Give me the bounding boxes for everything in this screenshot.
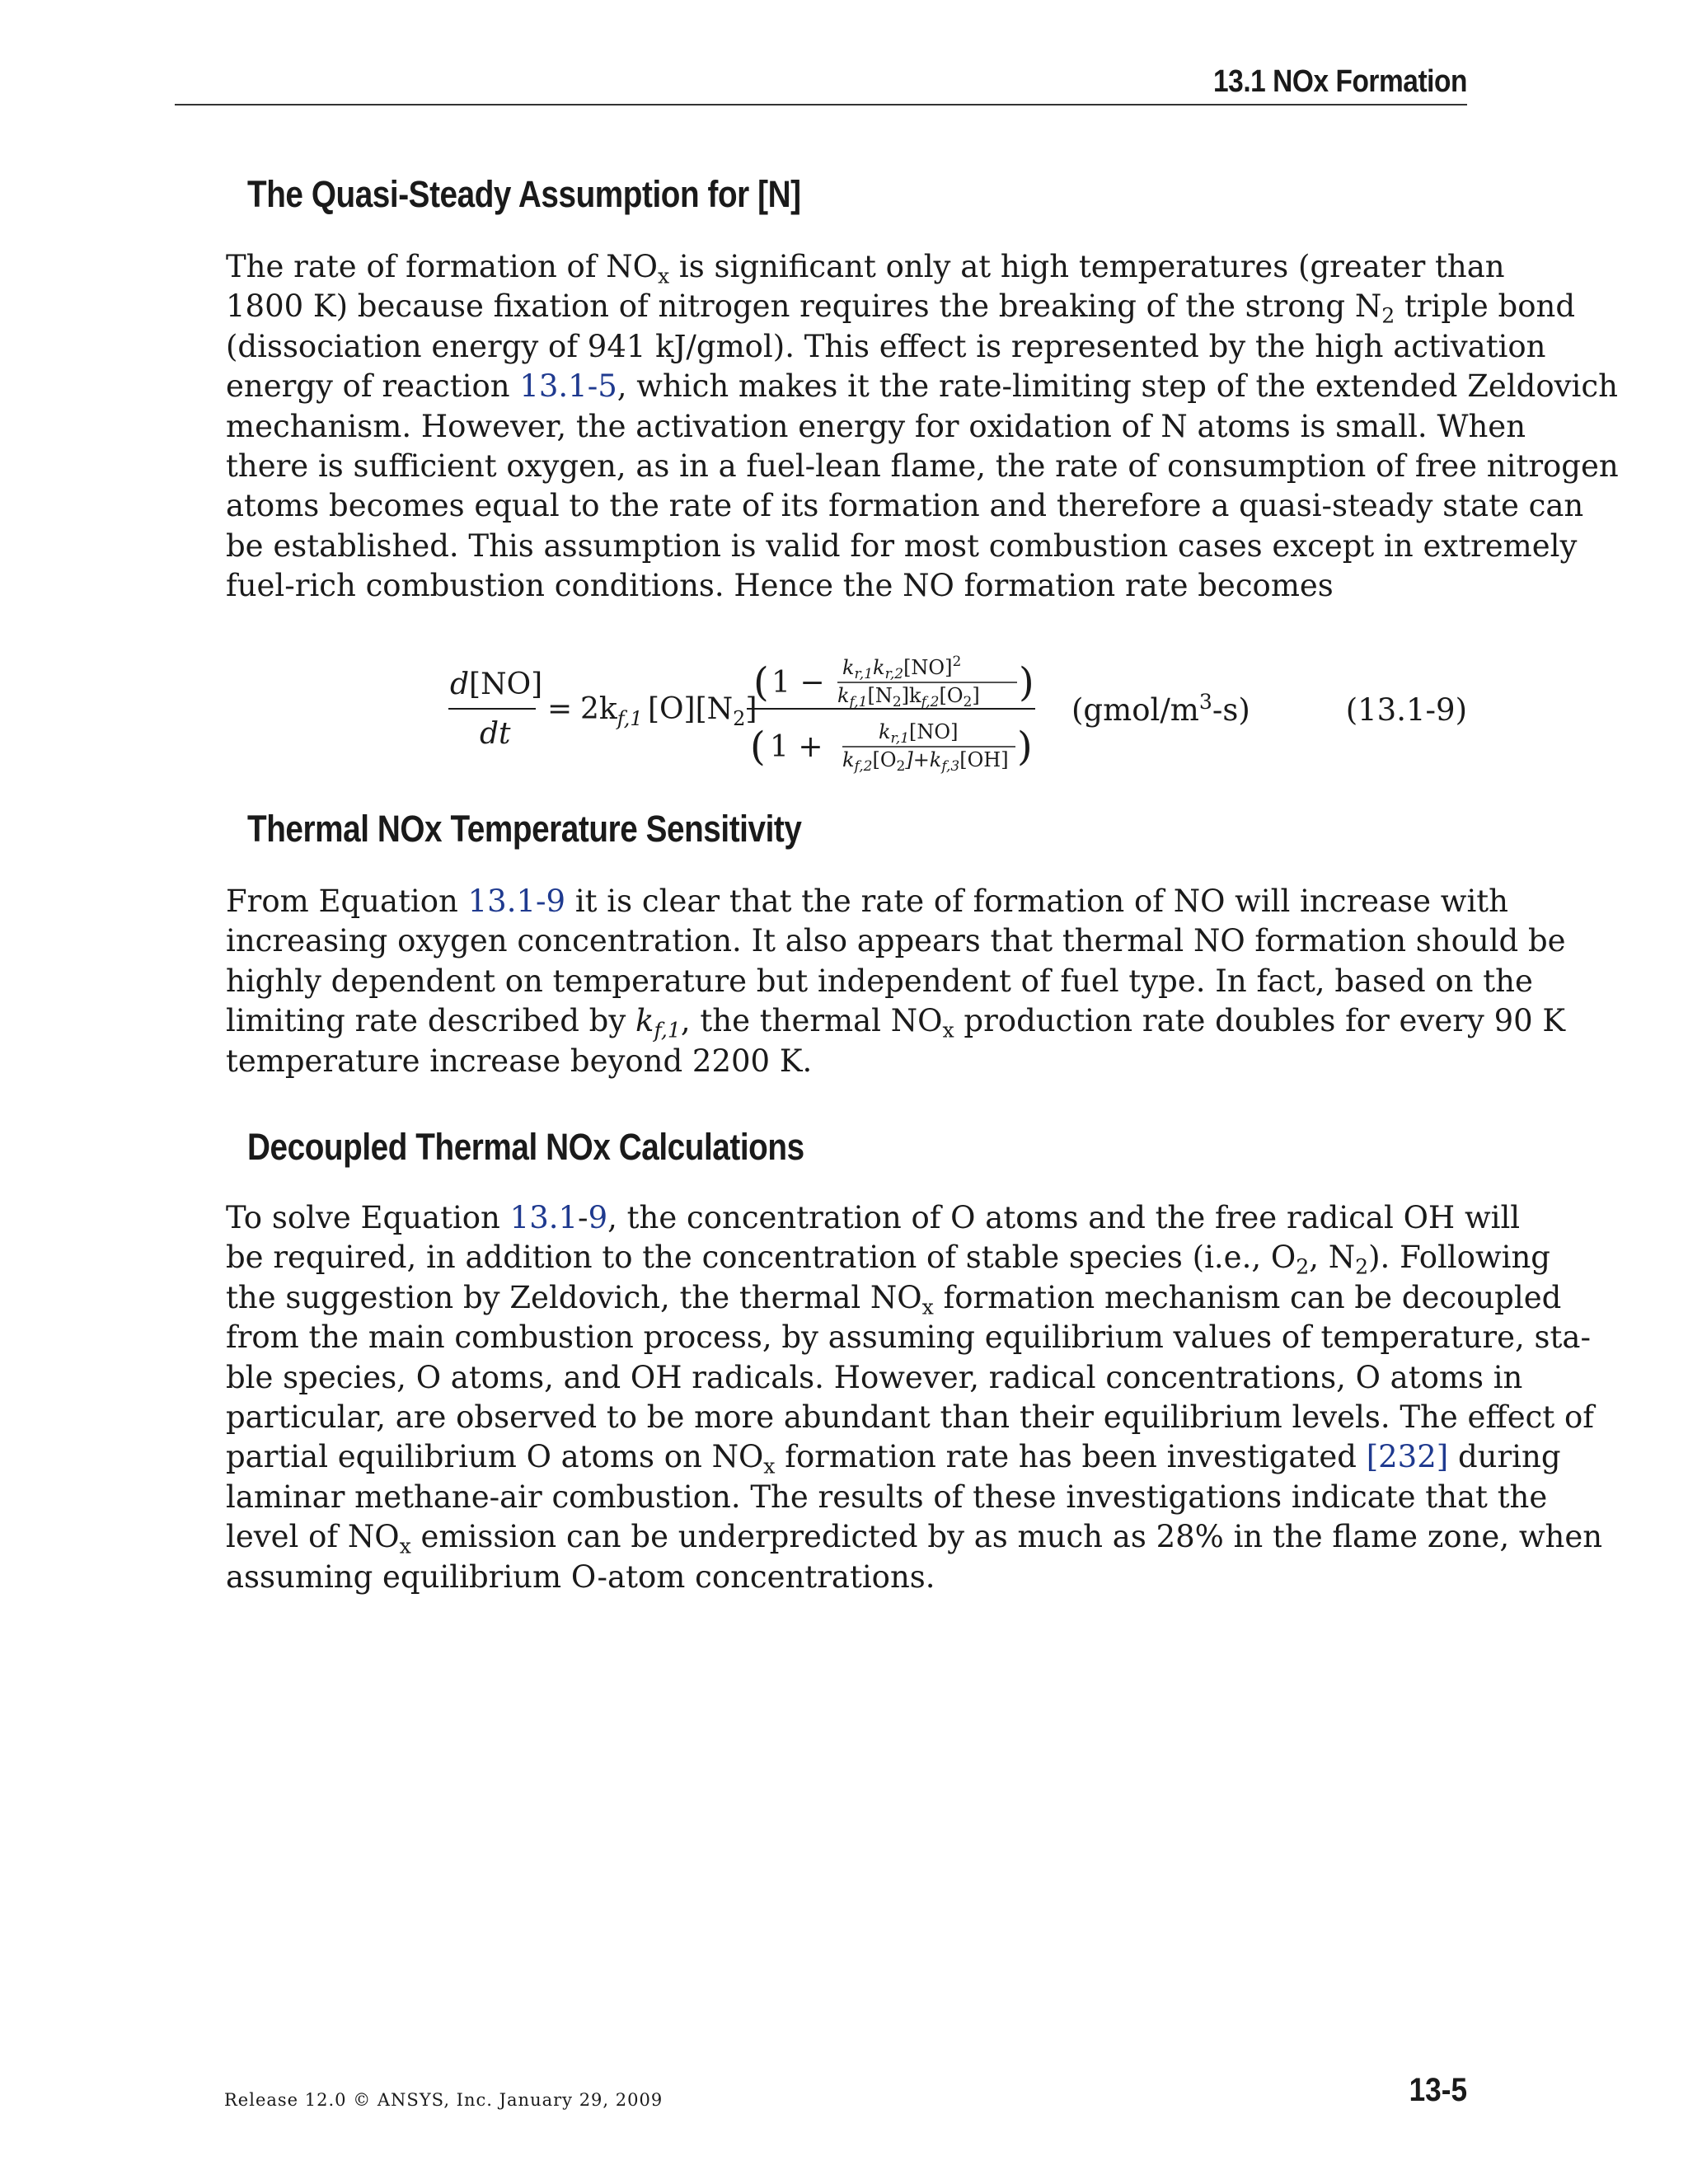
text-line: be required, in addition to the concentration of stable species (i.e., $O_2$, $N_2$). Following xyxy=(226,1240,1550,1279)
lhs-denominator: dt xyxy=(480,717,511,751)
text-line: level of $NO_x$ emission can be underpredicted by as much as 28% in the flame zone, when xyxy=(226,1519,1603,1558)
text-line: mechanism. However, the activation energy for oxidation of N atoms is small. When xyxy=(226,408,1526,444)
page-number: 13-5 xyxy=(1409,2072,1467,2108)
text-line: laminar methane-air combustion. The results of these investigations indicate that the xyxy=(226,1479,1548,1515)
denominator-inner-bottom: $k_{f,2}[O_2]+k_{f,3}[OH]$ xyxy=(842,748,1009,775)
text-line: there is sufficient oxygen, as in a fuel-lean flame, the rate of consumption of free nitrogen xyxy=(226,448,1619,484)
text-line: increasing oxygen concentration. It also appears that thermal NO formation should be xyxy=(226,923,1566,959)
rate-coefficient: $2k_{f,1}$ xyxy=(580,692,643,730)
text-line: (dissociation energy of 941 kJ/gmol). This effect is represented by the high activation xyxy=(226,328,1546,364)
text-line: ble species, O atoms, and OH radicals. However, radical concentrations, O atoms in xyxy=(226,1359,1523,1395)
section-heading-temperature-sensitivity: Thermal NOx Temperature Sensitivity xyxy=(247,808,802,850)
section-heading-quasi-steady: The Quasi-Steady Assumption for [N] xyxy=(247,173,801,215)
equation-13-1-9 xyxy=(226,651,1467,783)
text-line: highly dependent on temperature but independent of fuel type. In fact, based on the xyxy=(226,963,1533,999)
numerator-inner-top: $k_{r,1}k_{r,2}[NO]^2$ xyxy=(842,654,962,682)
paren-close: ) xyxy=(1019,659,1034,705)
running-title: 13.1 NOx Formation xyxy=(1213,64,1467,99)
page-header xyxy=(175,59,1467,105)
denominator-one-plus: 1 + xyxy=(770,730,823,764)
footer-release: Release 12.0 © ANSYS, Inc. January 29, 2009 xyxy=(224,2090,663,2110)
numerator-one-minus: 1 − xyxy=(771,666,825,700)
reaction-link[interactable]: 13.1-5 xyxy=(519,368,617,405)
text-line: from the main combustion process, by assuming equilibrium values of temperature, sta- xyxy=(226,1319,1591,1356)
text-line: assuming equilibrium O-atom concentrations. xyxy=(226,1558,935,1595)
equation-link[interactable]: 9 xyxy=(588,1200,608,1235)
citation-link[interactable]: [232] xyxy=(1366,1439,1449,1475)
lhs-numerator: d[NO] xyxy=(450,668,543,701)
paren-open: ( xyxy=(753,659,769,705)
text-line: partial equilibrium O atoms on $NO_x$ formation rate has been investigated [232] during xyxy=(226,1439,1561,1479)
text-line: the suggestion by Zeldovich, the thermal $NO_x$ formation mechanism can be decoupled xyxy=(226,1279,1562,1319)
text-line: particular, are observed to be more abundant than their equilibrium levels. The effect of xyxy=(226,1399,1594,1435)
equals-sign: = xyxy=(547,692,573,726)
section-heading-decoupled: Decoupled Thermal NOx Calculations xyxy=(247,1126,804,1168)
equation-units: $(gmol/m^3-s)$ xyxy=(1071,690,1250,728)
equation-link[interactable]: 13.1 xyxy=(509,1200,579,1235)
species-concentration: $[O][N_2]$ xyxy=(648,692,757,730)
equation-number: (13.1-9) xyxy=(1345,692,1467,728)
paragraph-quasi-steady xyxy=(226,247,1619,607)
numerator-inner-bottom: $k_{f,1}[N_2]k_{f,2}[O_2]$ xyxy=(837,684,980,710)
text-line: fuel-rich combustion conditions. Hence the NO formation rate becomes xyxy=(226,568,1334,604)
paren-close: ) xyxy=(1017,724,1033,770)
paragraph-decoupled xyxy=(226,1198,1603,1597)
denominator-inner-top: $k_{r,1}[NO]$ xyxy=(879,720,959,747)
paragraph-temperature-sensitivity xyxy=(226,882,1566,1081)
text-line: be established. This assumption is valid for most combustion cases except in extremely xyxy=(226,527,1578,564)
text-line: 1800 K) because fixation of nitrogen requires the breaking of the strong $N_2$ triple bond xyxy=(226,288,1576,328)
equation-body xyxy=(226,651,1467,783)
text-line: To solve Equation 13.1-9, the concentration of O atoms and the free radical OH will xyxy=(226,1200,1521,1235)
text-line: From Equation 13.1-9 it is clear that the rate of formation of NO will increase with xyxy=(226,883,1508,919)
text-line: temperature increase beyond 2200 K. xyxy=(226,1043,813,1079)
text-line: atoms becomes equal to the rate of its formation and therefore a quasi-steady state can xyxy=(226,488,1584,524)
paren-open: ( xyxy=(750,724,766,770)
text-line: energy of reaction 13.1-5, which makes it the rate-limiting step of the extended Zeldovich xyxy=(226,368,1618,405)
equation-link[interactable]: 13.1-9 xyxy=(467,883,566,919)
text-line: limiting rate described by $k_{f,1}$, the thermal $NO_x$ production rate doubles for every 90 K xyxy=(226,1003,1566,1043)
text-line: The rate of formation of $NO_x$ is significant only at high temperatures (greater than xyxy=(226,249,1505,288)
